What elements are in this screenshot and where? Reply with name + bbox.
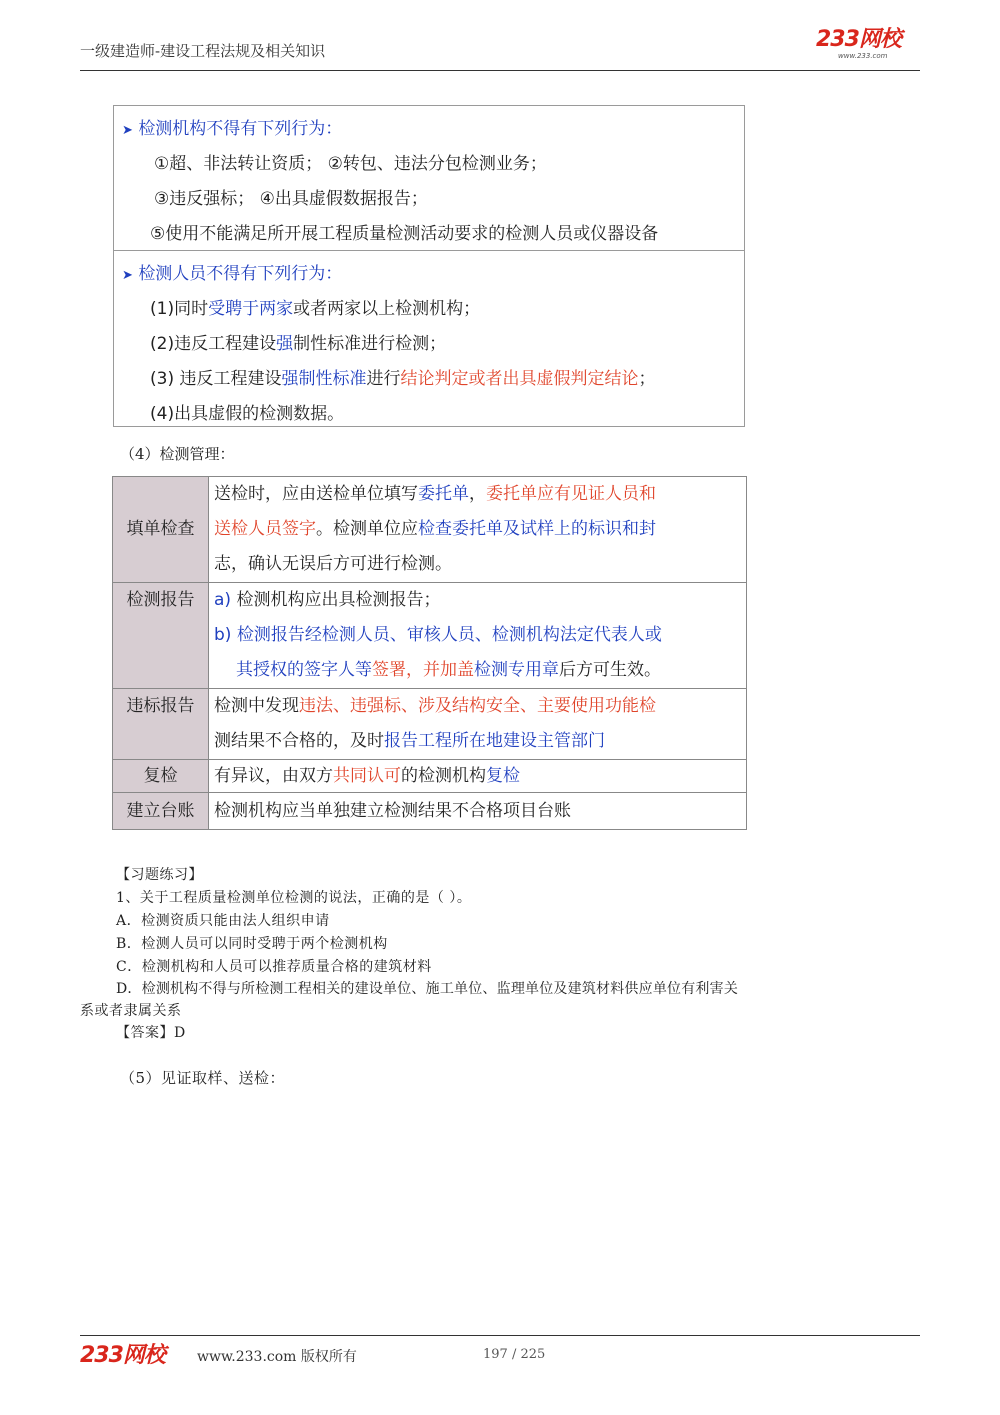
table-row: [113, 583, 747, 689]
table-row: [113, 477, 747, 583]
row-content-fill-check: 送检时，应由送检单位填写委托单，委托单应有见证人员和 送检人员签字。检测单位应检查委托单及试样上的标识和封 志，确认无误后方可进行检测。: [209, 477, 747, 583]
org-item-3: ⑤使用不能满足所开展工程质量检测活动要求的检测人员或仪器设备: [150, 224, 659, 244]
inspection-management-table: [112, 476, 747, 830]
staff-heading: 检测人员不得有下列行为：: [138, 264, 343, 284]
box-divider: [114, 250, 744, 251]
row-label-report: 检测报告: [113, 583, 209, 689]
row-label-violation: 违标报告: [113, 689, 209, 760]
option-d-continued: 系或者隶属关系: [80, 1003, 182, 1019]
header-rule: [80, 70, 920, 71]
row-label-fill-check: 填单检查: [113, 477, 209, 583]
org-heading-line: [122, 117, 342, 143]
site-logo: [816, 28, 920, 62]
option-c: C．检测机构和人员可以推荐质量合格的建筑材料: [116, 959, 432, 975]
row-label-ledger: 建立台账: [113, 793, 209, 830]
row-content-violation: 检测中发现违法、违强标、涉及结构安全、主要使用功能检 测结果不合格的，及时报告工程所在地建设主管部门: [209, 689, 747, 760]
staff-item-3: (3) 违反工程建设强制性标准进行结论判定或者出具虚假判定结论；: [150, 369, 656, 389]
page-header-title: 一级建造师-建设工程法规及相关知识: [80, 42, 326, 60]
exercise-question: 1、关于工程质量检测单位检测的说法，正确的是（ ）。: [116, 890, 472, 906]
logo-text: 233网校: [816, 27, 901, 52]
org-heading: 检测机构不得有下列行为：: [138, 119, 343, 139]
exercise-answer: 【答案】D: [116, 1025, 186, 1041]
footer-copyright: www.233.com 版权所有: [197, 1349, 357, 1365]
org-item-1: ①超、非法转让资质； ②转包、违法分包检测业务；: [154, 154, 547, 174]
table-row: [113, 689, 747, 760]
section-4-heading: （4）检测管理：: [120, 445, 235, 463]
option-b: B．检测人员可以同时受聘于两个检测机构: [116, 936, 388, 952]
section-5-heading: （5）见证取样、送检：: [120, 1069, 286, 1087]
arrow-bullet-icon: ➤: [122, 268, 133, 283]
row-content-ledger: 检测机构应当单独建立检测结果不合格项目台账: [209, 793, 747, 830]
staff-item-4: (4)出具虚假的检测数据。: [150, 404, 345, 424]
logo-url: www.233.com: [838, 52, 888, 60]
option-a: A．检测资质只能由法人组织申请: [116, 913, 330, 929]
staff-item-1: (1)同时受聘于两家或者两家以上检测机构；: [150, 299, 481, 319]
staff-item-2: (2)违反工程建设强制性标准进行检测；: [150, 334, 447, 354]
option-d: D．检测机构不得与所检测工程相关的建设单位、施工单位、监理单位及建筑材料供应单位有利害关: [116, 981, 739, 997]
row-content-recheck: 有异议，由双方共同认可的检测机构复检: [209, 760, 747, 793]
page-number: 197 / 225: [483, 1347, 546, 1362]
staff-heading-line: [122, 262, 342, 288]
prohibited-behaviors-box: [113, 105, 745, 427]
table-row: [113, 760, 747, 793]
org-item-2: ③违反强标； ④出具虚假数据报告；: [154, 189, 428, 209]
footer-rule: [80, 1335, 920, 1336]
row-label-recheck: 复检: [113, 760, 209, 793]
row-content-report: a) 检测机构应出具检测报告； b) 检测报告经检测人员、审核人员、检测机构法定代表人或 其授权的签字人等签署，并加盖检测专用章后方可生效。: [209, 583, 747, 689]
exercise-title: 【习题练习】: [116, 867, 203, 883]
arrow-bullet-icon: ➤: [122, 123, 133, 138]
footer-logo: 233网校: [80, 1343, 165, 1368]
table-row: [113, 793, 747, 830]
